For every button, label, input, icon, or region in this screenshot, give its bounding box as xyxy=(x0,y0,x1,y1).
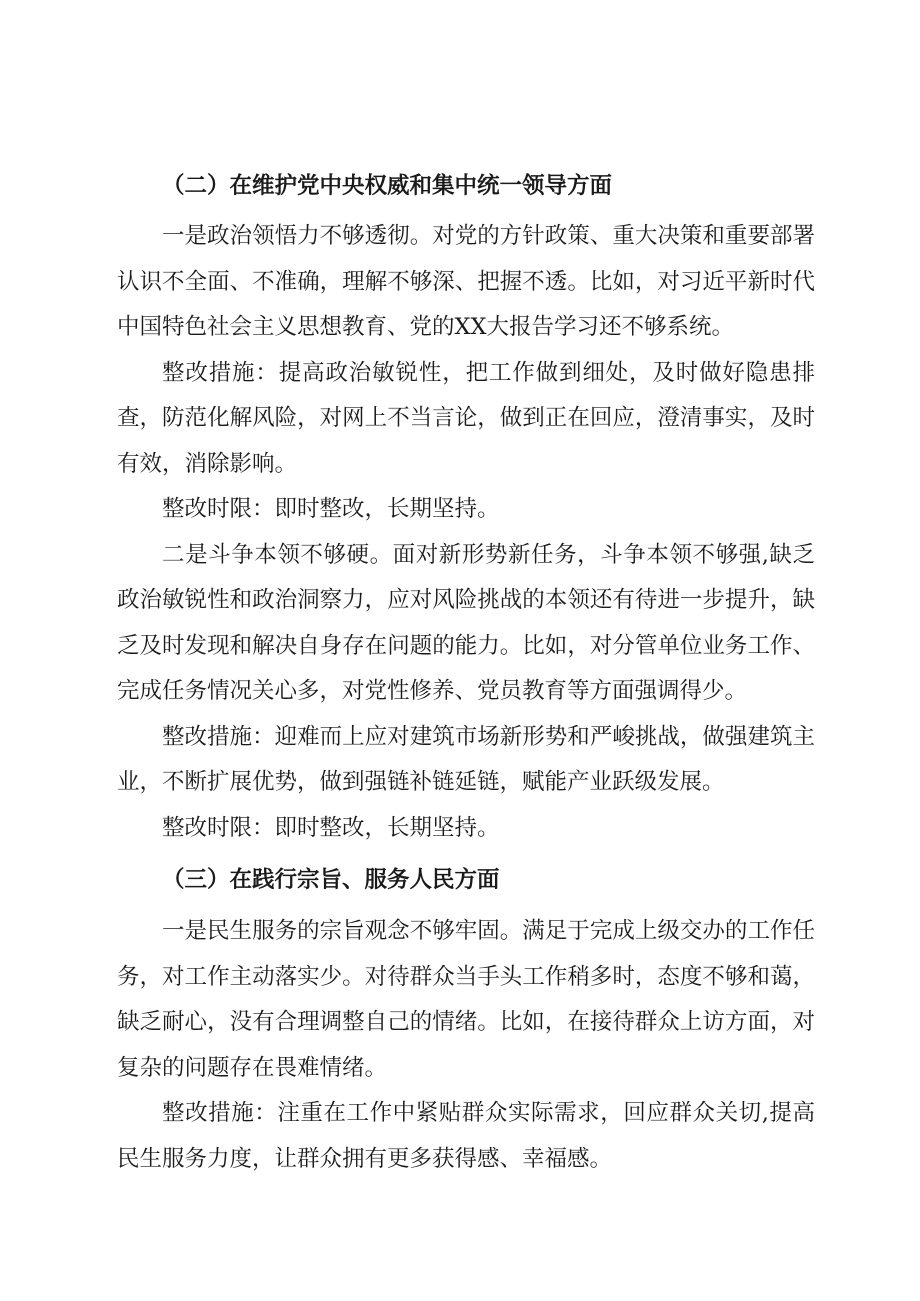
paragraph-rectification-deadline: 整改时限：即时整改，长期坚持。 xyxy=(162,496,500,522)
paragraph-service-concept: 一是民生服务的宗旨观念不够牢固。满足于完成上级交办的工作任务，对工作主动落实少。对待群众当手头工作稍多时，态度不够和蔼，缺乏耐心，没有合理调整自己的情绪。比如，在接待群众上访方面，对复杂的问题存在畏难情绪。 xyxy=(117,918,815,1081)
section-heading-3: （三）在践行宗旨、服务人民方面 xyxy=(162,867,500,893)
paragraph-rectification-measures: 整改措施：迎难而上应对建筑市场新形势和严峻挑战，做强建筑主业，不断扩展优势，做到强链补链延链，赋能产业跃级发展。 xyxy=(117,723,815,795)
paragraph-rectification-measures: 整改措施：注重在工作中紧贴群众实际需求，回应群众关切,提高民生服务力度，让群众拥有更多获得感、幸福感。 xyxy=(117,1100,815,1172)
paragraph-political-understanding: 一是政治领悟力不够透彻。对党的方针政策、重大决策和重要部署认识不全面、不准确，理解不够深、把握不透。比如，对习近平新时代中国特色社会主义思想教育、党的XX大报告学习还不够系统。 xyxy=(117,223,815,340)
section-heading-2: （二）在维护党中央权威和集中统一领导方面 xyxy=(162,173,613,199)
paragraph-rectification-measures: 整改措施：提高政治敏锐性，把工作做到细处，及时做好隐患排查，防范化解风险，对网上不当言论，做到正在回应，澄清事实，及时有效，消除影响。 xyxy=(117,359,815,477)
paragraph-rectification-deadline: 整改时限：即时整改，长期坚持。 xyxy=(162,814,500,841)
paragraph-struggle-ability: 二是斗争本领不够硬。面对新形势新任务，斗争本领不够强,缺乏政治敏锐性和政治洞察力，应对风险挑战的本领还有待进一步提升，缺乏及时发现和解决自身存在问题的能力。比如，对分管单位业务工作、完成任务情况关心多，对党性修养、党员教育等方面强调得少。 xyxy=(117,541,815,704)
document-body xyxy=(117,158,815,1182)
